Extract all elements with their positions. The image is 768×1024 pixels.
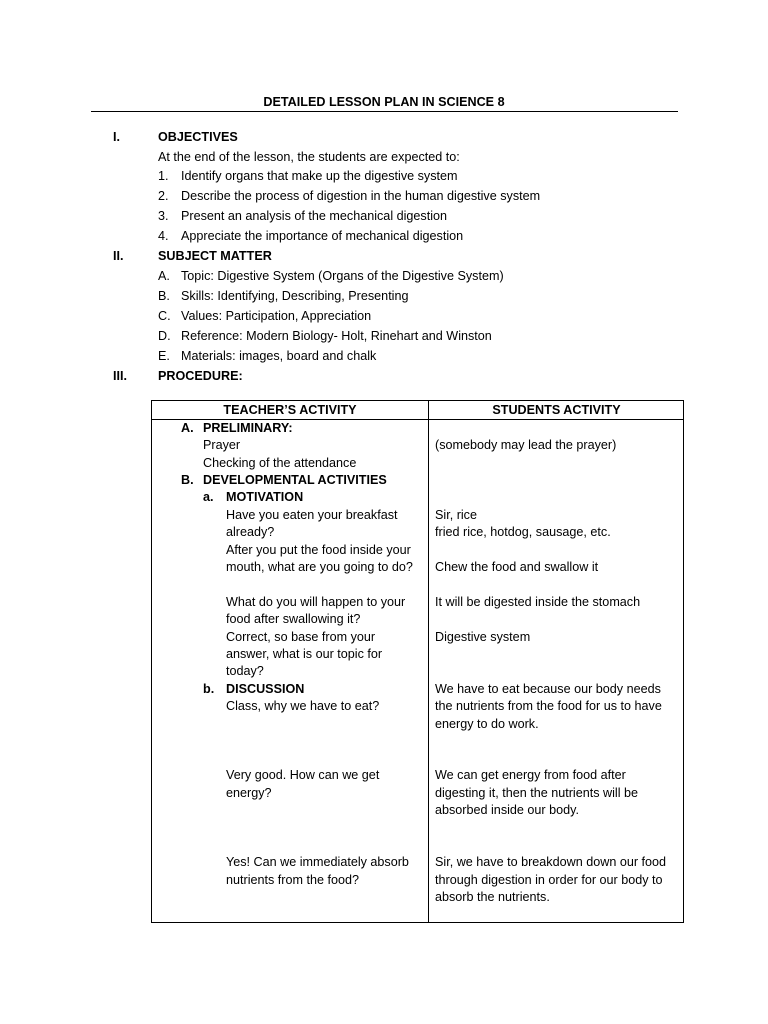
section-heading-subject-matter: SUBJECT MATTER — [158, 249, 272, 263]
teacher-question-line: answer, what is our topic for — [226, 647, 383, 661]
student-response-line: digesting it, then the nutrients will be — [435, 786, 639, 800]
objective-text: Appreciate the importance of mechanical digestion — [181, 229, 464, 243]
section-numeral-procedure: III. — [113, 369, 127, 383]
motivation-marker: a. — [203, 490, 214, 504]
subject-text: Materials: images, board and chalk — [181, 349, 377, 363]
student-response: fried rice, hotdog, sausage, etc. — [435, 525, 611, 539]
title-rule — [91, 111, 678, 112]
subject-text: Topic: Digestive System (Organs of the Digestive System) — [181, 269, 504, 283]
teacher-question-line: Correct, so base from your — [226, 630, 376, 644]
subject-marker: D. — [158, 329, 171, 343]
objectives-intro: At the end of the lesson, the students are expected to: — [158, 150, 460, 164]
developmental-heading: DEVELOPMENTAL ACTIVITIES — [203, 473, 387, 487]
student-response: Chew the food and swallow it — [435, 560, 599, 574]
teacher-question-line: What do you will happen to your — [226, 595, 406, 609]
section-numeral-objectives: I. — [113, 130, 120, 144]
teacher-question-line: Yes! Can we immediately absorb — [226, 855, 409, 869]
objective-text: Identify organs that make up the digestive system — [181, 169, 458, 183]
teacher-question-line: today? — [226, 664, 264, 678]
preliminary-marker: A. — [181, 421, 194, 435]
student-response: It will be digested inside the stomach — [435, 595, 641, 609]
teacher-question-line: already? — [226, 525, 275, 539]
motivation-heading: MOTIVATION — [226, 490, 304, 504]
teacher-attendance: Checking of the attendance — [203, 456, 357, 470]
document-title: DETAILED LESSON PLAN IN SCIENCE 8 — [263, 95, 505, 109]
table-header-teacher: TEACHER’S ACTIVITY — [223, 403, 357, 417]
student-response-line: absorbed inside our body. — [435, 803, 579, 817]
objective-marker: 3. — [158, 209, 169, 223]
subject-text: Reference: Modern Biology- Holt, Rinehart and Winston — [181, 329, 492, 343]
subject-marker: A. — [158, 269, 170, 283]
student-response-line: We can get energy from food after — [435, 768, 626, 782]
objective-text: Describe the process of digestion in the human digestive system — [181, 189, 541, 203]
discussion-heading: DISCUSSION — [226, 682, 305, 696]
student-response-line: absorb the nutrients. — [435, 890, 550, 904]
table-column-divider — [428, 401, 429, 922]
subject-text: Values: Participation, Appreciation — [181, 309, 372, 323]
subject-marker: E. — [158, 349, 170, 363]
discussion-marker: b. — [203, 682, 215, 696]
teacher-question-line: Have you eaten your breakfast — [226, 508, 398, 522]
student-response-line: energy to do work. — [435, 717, 539, 731]
teacher-question-line: energy? — [226, 786, 272, 800]
student-response-line: through digestion in order for our body to — [435, 873, 663, 887]
student-response: Sir, rice — [435, 508, 477, 522]
section-heading-procedure: PROCEDURE: — [158, 369, 243, 383]
objective-marker: 2. — [158, 189, 169, 203]
teacher-question-line: Class, why we have to eat? — [226, 699, 380, 713]
student-response-line: We have to eat because our body needs — [435, 682, 661, 696]
teacher-prayer: Prayer — [203, 438, 241, 452]
section-numeral-subject-matter: II. — [113, 249, 124, 263]
objective-text: Present an analysis of the mechanical digestion — [181, 209, 448, 223]
student-response: (somebody may lead the prayer) — [435, 438, 617, 452]
developmental-marker: B. — [181, 473, 194, 487]
teacher-question-line: After you put the food inside your — [226, 543, 411, 557]
teacher-question-line: mouth, what are you going to do? — [226, 560, 413, 574]
table-header-students: STUDENTS ACTIVITY — [492, 403, 621, 417]
objective-marker: 1. — [158, 169, 169, 183]
teacher-question-line: food after swallowing it? — [226, 612, 361, 626]
objective-marker: 4. — [158, 229, 169, 243]
subject-text: Skills: Identifying, Describing, Presenting — [181, 289, 409, 303]
subject-marker: B. — [158, 289, 170, 303]
student-response-line: the nutrients from the food for us to have — [435, 699, 662, 713]
teacher-question-line: nutrients from the food? — [226, 873, 360, 887]
procedure-table — [151, 400, 684, 923]
teacher-question-line: Very good. How can we get — [226, 768, 380, 782]
section-heading-objectives: OBJECTIVES — [158, 130, 238, 144]
subject-marker: C. — [158, 309, 171, 323]
preliminary-heading: PRELIMINARY: — [203, 421, 293, 435]
student-response-line: Sir, we have to breakdown down our food — [435, 855, 667, 869]
student-response: Digestive system — [435, 630, 531, 644]
